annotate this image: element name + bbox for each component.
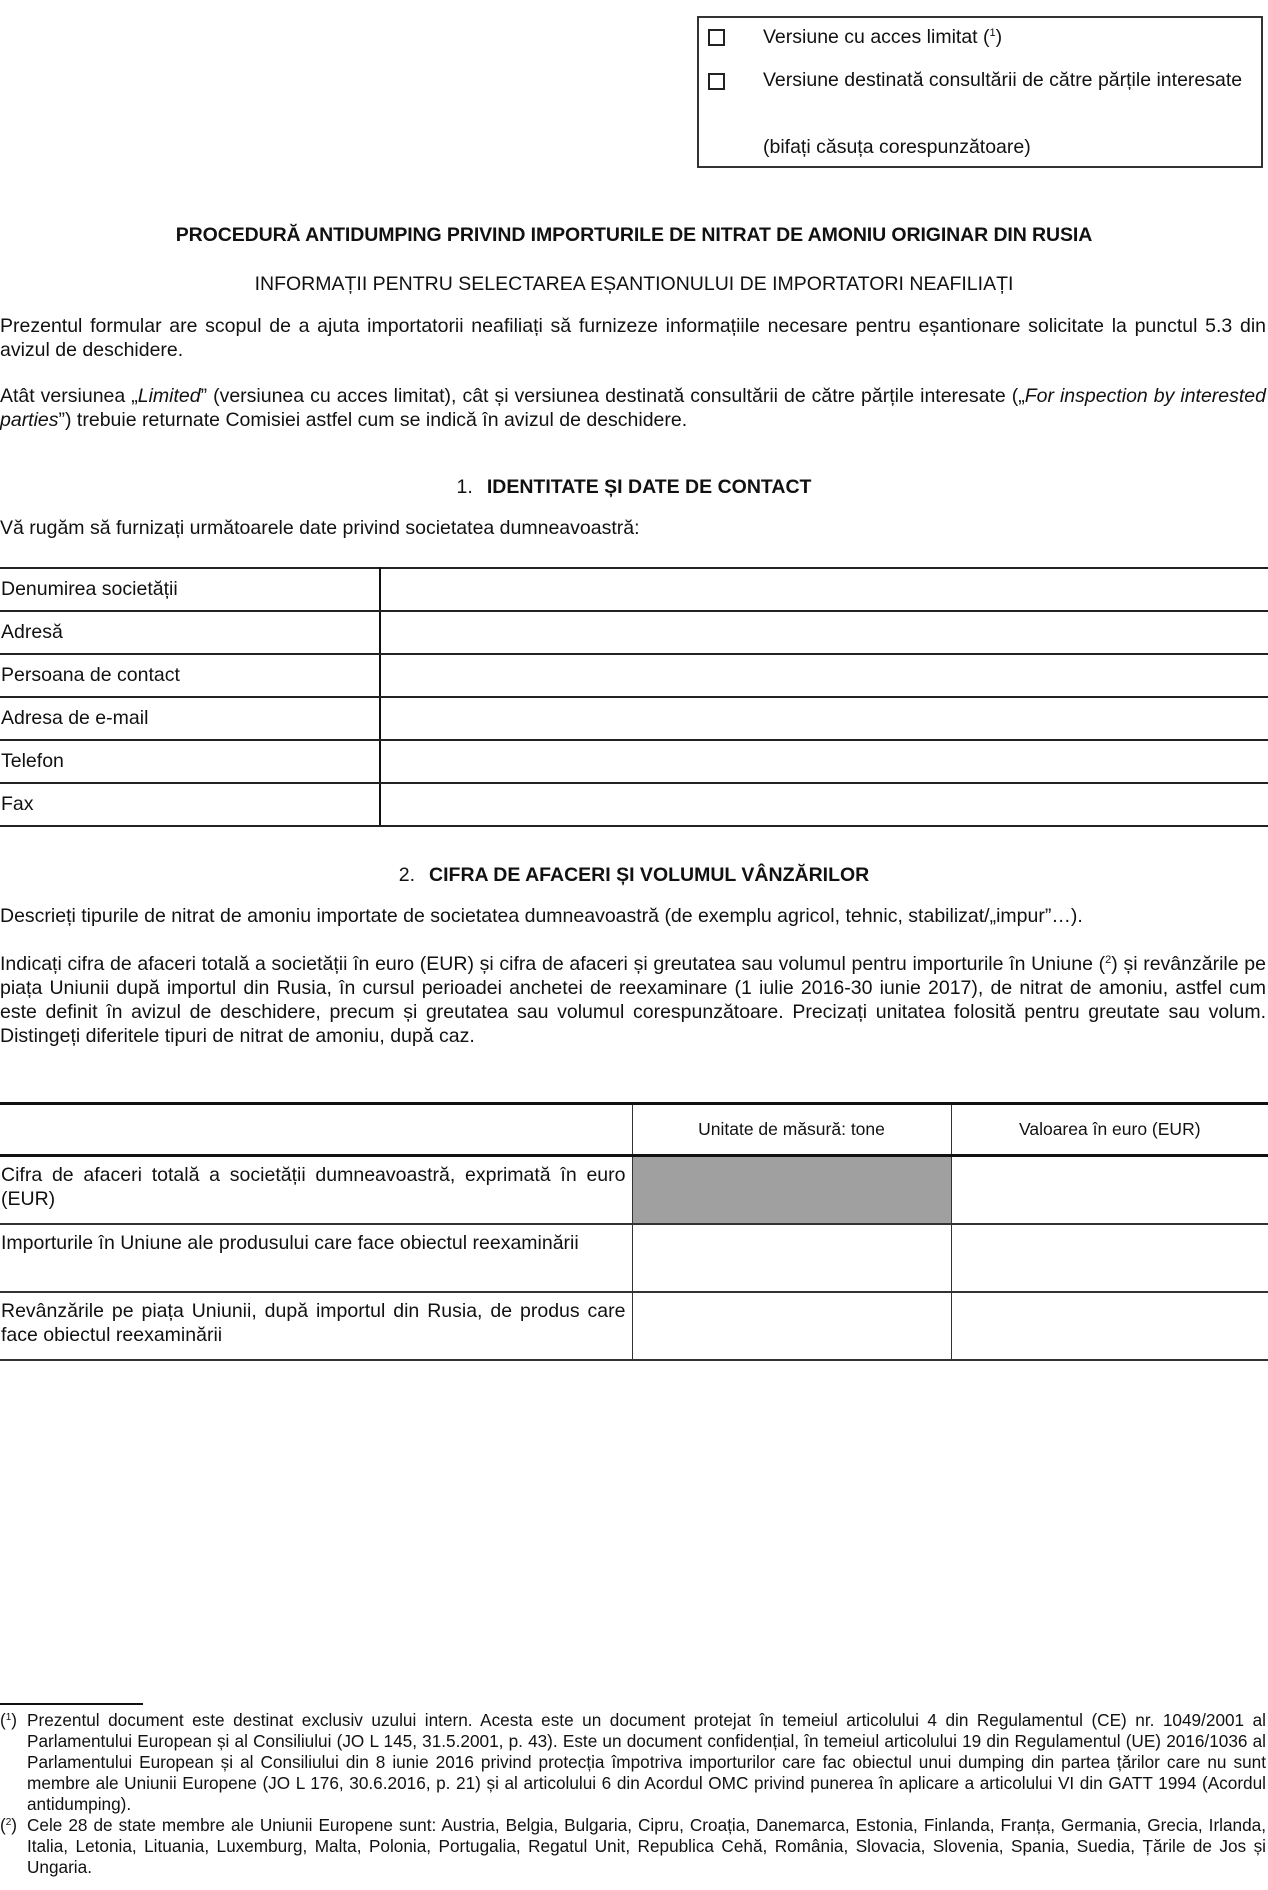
email-field[interactable] — [380, 697, 1268, 740]
table-row — [0, 568, 1268, 611]
footnote-ref-2[interactable]: 2 — [1105, 954, 1112, 966]
eu-resales-eur-input[interactable] — [951, 1292, 1268, 1360]
document-subtitle: INFORMAȚII PENTRU SELECTAREA EȘANTIONULUI DE IMPORTATORI NEAFILIAȚI — [254, 273, 1014, 295]
inspection-version-checkbox[interactable] — [708, 73, 725, 90]
table-row — [0, 1224, 1268, 1292]
footnote-separator — [0, 1703, 143, 1705]
table-row — [0, 697, 1268, 740]
column-header-eur: Valoarea în euro (EUR) — [951, 1104, 1268, 1156]
footnote-ref-1[interactable]: 1 — [989, 27, 996, 39]
section-2-paragraph-2: Indicați cifra de afaceri totală a societății în euro (EUR) și cifra de afaceri și greutatea sau volumul pentru importurile în Uniune ($^2$) și revânzările pe piața Uniunii după importul din Rusia, în cursul perioadei anchetei de reexaminare (1 iulie 2016-30 iunie 2017), de nitrat de amoniu, astfel cum este definit în avizul de deschidere, precum și greutatea sau volumul corespunzătoare. Precizați unitatea folosită pentru greutate sau volum. Distingeți diferitele tipuri de nitrat de amoniu, după caz. — [0, 953, 1266, 1047]
footnote-1: ($^1$) Prezentul document este destinat exclusiv uzului intern. Acesta este un document protejat în temeiul articolului 4 din Regulamentul (CE) nr. 1049/2001 al Parlamentului European și al Consiliului (JO L 145, 31.5.2001, p. 43). Este un document confidențial, în temeiul articolului 19 din Regulamentul (UE) 2016/1036 al Parlamentului European și al Consiliului din 8 iunie 2016 privind protecția împotriva importurilor care fac obiectul unui dumping din partea țărilor care nu sunt membre ale Uniunii Europene (JO L 176, 30.6.2016, p. 21) și al articolului 6 din Acordul OMC privind punerea în aplicare a articolului VI din GATT 1994 (Acordul antidumping). — [0, 1710, 1266, 1814]
contact-details-table — [0, 567, 1268, 827]
section-2-paragraph-1: Descrieți tipurile de nitrat de amoniu importate de societatea dumneavoastră (de exemplu agricol, tehnic, stabilizat/„impur”…). — [0, 905, 1083, 927]
row-label-total-turnover: Cifra de afaceri totală a societății dumneavoastră, exprimată în euro (EUR) — [0, 1156, 632, 1224]
total-turnover-unit-cell-disabled — [632, 1156, 951, 1224]
eu-imports-tonnes-input[interactable] — [632, 1224, 951, 1292]
section-1-instruction: Vă rugăm să furnizați următoarele date privind societatea dumneavoastră: — [0, 517, 640, 539]
total-turnover-eur-input[interactable] — [951, 1156, 1268, 1224]
contact-person-field[interactable] — [380, 654, 1268, 697]
footnote-2: ($^2$) Cele 28 de state membre ale Uniunii Europene sunt: Austria, Belgia, Bulgaria, Cipru, Croația, Danemarca, Estonia, Finlanda, Franța, Germania, Grecia, Irlanda, Italia, Letonia, Lituania, Luxemburg, Malta, Polonia, Portugalia, Regatul Unit, Republica Cehă, România, Slovacia, Slovenia, Spania, Suedia, Țările de Jos și Ungaria. — [0, 1815, 1266, 1877]
section-2-heading: 2. CIFRA DE AFACERI ȘI VOLUMUL VÂNZĂRILOR — [398, 864, 870, 886]
address-field[interactable] — [380, 611, 1268, 654]
table-row — [0, 783, 1268, 826]
section-1-heading: 1. IDENTITATE ȘI DATE DE CONTACT — [456, 476, 812, 498]
table-row — [0, 1292, 1268, 1360]
row-label-eu-resales: Revânzările pe piața Uniunii, după importul din Rusia, de produs care face obiectul reexaminării — [0, 1292, 632, 1360]
field-label-email: Adresa de e-mail — [0, 697, 380, 740]
limited-version-checkbox[interactable] — [708, 29, 725, 46]
field-label-address: Adresă — [0, 611, 380, 654]
footnotes — [0, 1710, 1266, 1878]
document-title: PROCEDURĂ ANTIDUMPING PRIVIND IMPORTURILE DE NITRAT DE AMONIU ORIGINAR DIN RUSIA — [175, 224, 1093, 246]
column-header-unit: Unitate de măsură: tone — [632, 1104, 951, 1156]
table-row — [0, 1156, 1268, 1224]
row-label-eu-imports: Importurile în Uniune ale produsului care face obiectul reexaminării — [0, 1224, 632, 1292]
table-row — [0, 611, 1268, 654]
table-header-row — [0, 1104, 1268, 1156]
field-label-phone: Telefon — [0, 740, 380, 783]
field-label-fax: Fax — [0, 783, 380, 826]
limited-version-label: Versiune cu acces limitat ($^1$) — [763, 26, 1003, 48]
eu-imports-eur-input[interactable] — [951, 1224, 1268, 1292]
column-header-blank — [0, 1104, 632, 1156]
turnover-table — [0, 1102, 1268, 1361]
field-label-company-name: Denumirea societății — [0, 568, 380, 611]
field-label-contact-person: Persoana de contact — [0, 654, 380, 697]
table-row — [0, 654, 1268, 697]
checkbox-hint: (bifați căsuța corespunzătoare) — [763, 136, 1031, 158]
fax-field[interactable] — [380, 783, 1268, 826]
version-selection-box — [697, 16, 1263, 168]
inspection-version-label: Versiune destinată consultării de către părțile interesate — [763, 69, 1243, 91]
intro-paragraph-2: Atât versiunea „Limited” (versiunea cu acces limitat), cât și versiunea destinată consultării de către părțile interesate („For inspection by interested parties”) trebuie returnate Comisiei astfel cum se indică în avizul de deschidere. — [0, 385, 1266, 431]
company-name-field[interactable] — [380, 568, 1268, 611]
table-row — [0, 740, 1268, 783]
intro-paragraph-1: Prezentul formular are scopul de a ajuta importatorii neafiliați să furnizeze informațiile necesare pentru eșantionare solicitate la punctul 5.3 din avizul de deschidere. — [0, 315, 1266, 361]
eu-resales-tonnes-input[interactable] — [632, 1292, 951, 1360]
footnote-mark: ($^2$) — [0, 1815, 18, 1835]
footnote-mark: ($^1$) — [0, 1710, 18, 1730]
phone-field[interactable] — [380, 740, 1268, 783]
